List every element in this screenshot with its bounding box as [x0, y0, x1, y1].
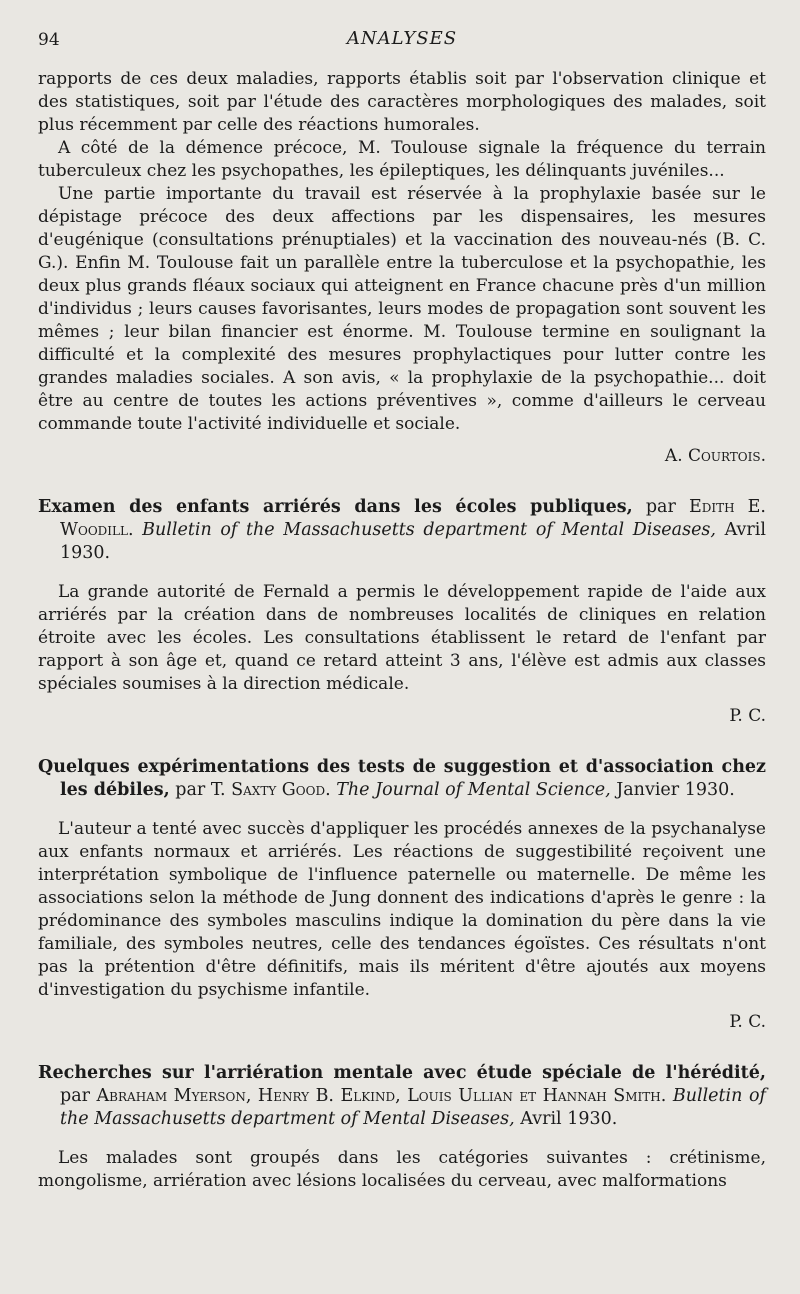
paragraph: rapports de ces deux maladies, rapports établis soit par l'observation clinique et des statistiques, soit par l'étude des caractères morphologiques des malades, soit plus récemment par celle des réactions humorales. [38, 69, 766, 135]
review-toulouse [38, 68, 766, 466]
entry-title: Examen des enfants arriérés dans les écoles publiques, [38, 497, 633, 517]
reviewer-signature: A. Courtois. [664, 446, 766, 466]
reviewer-signature: P. C. [729, 706, 766, 726]
entry-journal: Bulletin of the Massachusetts department of Mental Diseases, [142, 520, 716, 540]
entry-heading [38, 1062, 766, 1131]
entry-journal: Bulletin of the Massachusetts department of Mental Diseases, [60, 1086, 766, 1129]
entry-title: Recherches sur l'arriération mentale avec étude spéciale de l'hérédité, [38, 1063, 766, 1083]
entry-date: Janvier 1930. [616, 780, 735, 800]
review-good [38, 756, 766, 1032]
entry-by: par [175, 780, 206, 800]
review-woodill [38, 496, 766, 726]
entry-journal: The Journal of Mental Science, [336, 780, 611, 800]
entry-author: T. Saxty Good. [210, 780, 331, 800]
entry-date: Avril 1930. [60, 520, 766, 563]
entry-by: par [60, 1086, 91, 1106]
reviewer-signature: P. C. [729, 1012, 766, 1032]
entry-body: L'auteur a tenté avec succès d'appliquer les procédés annexes de la psychanalyse aux enfants normaux et arriérés. Les réactions de suggestibilité reçoivent une interprétation symbolique de l'influence paternelle ou maternelle. De même les associations selon la méthode de Jung donnent des indications d'après le genre : la prédominance des symboles masculins indique la domination du père dans la vie familiale, des symboles neutres, celle des tendances égoïstes. Ces résultats n'ont pas la prétention d'être définitifs, mais ils méritent d'être ajoutés aux moyens d'investigation du psychisme infantile. [38, 819, 766, 1000]
entry-author: Abraham Myerson, Henry B. Elkind, Louis Ullian et Hannah Smith. [96, 1086, 667, 1106]
entry-author: Edith E. Woodill. [60, 497, 766, 540]
paragraph: A côté de la démence précoce, M. Toulouse signale la fréquence du terrain tuberculeux chez les psychopathes, les épileptiques, les délinquants juvéniles... [38, 138, 766, 181]
running-title: ANALYSES [346, 28, 458, 49]
entry-body: La grande autorité de Fernald a permis le développement rapide de l'aide aux arriérés par la création dans de nombreuses localités de cliniques en relation étroite avec les écoles. Les consultations établissent le retard de l'enfant par rapport à son âge et, quand ce retard atteint 3 ans, l'élève est admis aux classes spéciales soumises à la direction médicale. [38, 582, 766, 694]
entry-heading [38, 756, 766, 802]
entry-title: Quelques expérimentations des tests de suggestion et d'association chez les débiles, [38, 757, 766, 800]
page-number: 94 [38, 30, 60, 50]
paragraph: Une partie importante du travail est réservée à la prophylaxie basée sur le dépistage précoce des deux affections par les dispensaires, les mesures d'eugénique (consultations prénuptiales) et la vaccination des nouveau-nés (B. C. G.). Enfin M. Toulouse fait un parallèle entre la tuberculose et la psychopathie, les deux plus grands fléaux sociaux qui atteignent en France chacune près d'un million d'individus ; leurs causes favorisantes, leurs modes de propagation sont souvent les mêmes ; leur bilan financier est énorme. M. Toulouse termine en soulignant la difficulté et la complexité des mesures prophylactiques pour lutter contre les grandes maladies sociales. A son avis, « la prophylaxie de la psychopathie... doit être au centre de toutes les actions préventives », comme d'ailleurs le cerveau commande toute l'activité individuelle et sociale. [38, 184, 766, 434]
entry-date: Avril 1930. [520, 1109, 618, 1129]
page-header [38, 22, 766, 68]
entry-body: Les malades sont groupés dans les catégories suivantes : crétinisme, mongolisme, arriération avec lésions localisées du cerveau, avec malformations [38, 1148, 766, 1191]
entry-heading [38, 496, 766, 565]
entry-by: par [645, 497, 676, 517]
review-myerson [38, 1062, 766, 1193]
